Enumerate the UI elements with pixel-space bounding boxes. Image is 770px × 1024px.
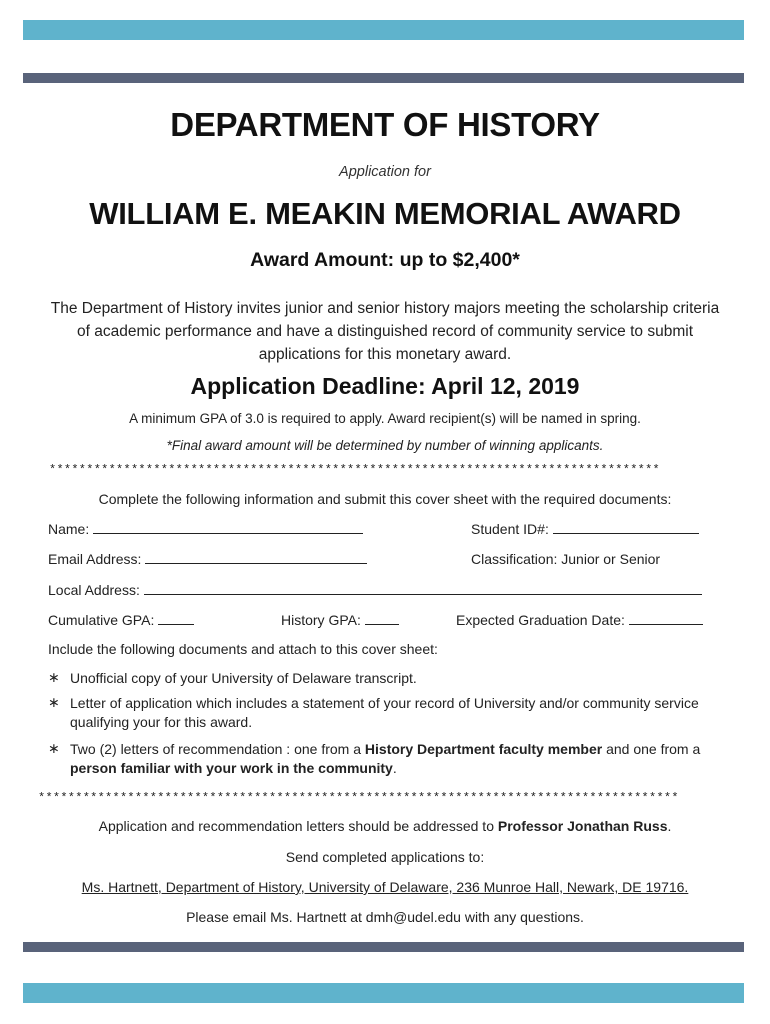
award-amount: Award Amount: up to $2,400* xyxy=(250,249,520,271)
department-title: DEPARTMENT OF HISTORY xyxy=(170,106,600,143)
addressed-to-note xyxy=(0,818,770,834)
local-address-field[interactable] xyxy=(48,582,702,598)
cumulative-gpa-label: Cumulative GPA: xyxy=(48,612,159,628)
graduation-date-blank[interactable] xyxy=(629,612,703,625)
bullet-icon: ∗ xyxy=(48,669,60,685)
award-title: WILLIAM E. MEAKIN MEMORIAL AWARD xyxy=(89,196,681,231)
community-person-emphasis: person familiar with your work in the community xyxy=(70,760,393,776)
top-accent-bar xyxy=(23,20,744,40)
asterisk-separator-bottom: ************************************************************************************** xyxy=(38,791,679,805)
include-documents-label: Include the following documents and attach to this cover sheet: xyxy=(48,641,438,657)
name-label: Name: xyxy=(48,521,94,537)
form-instructions: Complete the following information and submit this cover sheet with the required documents: xyxy=(98,491,672,507)
local-address-blank[interactable] xyxy=(144,582,702,595)
professor-name: Professor Jonathan Russ xyxy=(497,818,668,834)
mailing-address: Ms. Hartnett, Department of History, University of Delaware, 236 Munroe Hall, Newark, DE 19716. xyxy=(81,879,689,895)
asterisk-separator: ********************************************************************************** xyxy=(49,463,660,477)
cumulative-gpa-field[interactable] xyxy=(48,612,194,628)
email-label: Email Address: xyxy=(48,551,146,567)
addressed-to-end: . xyxy=(667,818,672,834)
history-gpa-label: History GPA: xyxy=(281,612,365,628)
student-id-label: Student ID#: xyxy=(471,521,553,537)
email-field[interactable] xyxy=(48,551,367,567)
email-contact-note: Please email Ms. Hartnett at dmh@udel.edu with any questions. xyxy=(186,909,584,925)
classification-field xyxy=(471,551,660,567)
intro-paragraph: The Department of History invites junior and senior history majors meeting the scholarship criteria of academic performance and have a distinguished record of community service to submit applications for this monetary award. xyxy=(50,300,720,363)
history-gpa-field[interactable] xyxy=(281,612,399,628)
list-item-text xyxy=(70,740,715,778)
final-award-note: *Final award amount will be determined by number of winning applicants. xyxy=(166,438,604,453)
addressed-to-text: Application and recommendation letters should be addressed to xyxy=(98,818,498,834)
top-divider-bar xyxy=(23,73,744,83)
graduation-date-field[interactable] xyxy=(456,612,703,628)
list-item-text: Letter of application which includes a statement of your record of University and/or community service qualifying your for this award. xyxy=(70,695,699,730)
name-blank[interactable] xyxy=(93,521,363,534)
classification-label: Classification: Junior or Senior xyxy=(471,551,661,567)
application-for-label: Application for xyxy=(339,164,431,180)
local-address-label: Local Address: xyxy=(48,582,144,598)
list-item-text: Unofficial copy of your University of Delaware transcript. xyxy=(70,670,417,686)
list-item-text-part: . xyxy=(392,760,397,776)
application-deadline: Application Deadline: April 12, 2019 xyxy=(190,373,580,399)
send-to-label: Send completed applications to: xyxy=(285,849,485,865)
student-id-blank[interactable] xyxy=(553,521,699,534)
student-id-field[interactable] xyxy=(471,521,699,537)
graduation-date-label: Expected Graduation Date: xyxy=(456,612,629,628)
bullet-icon: ∗ xyxy=(48,740,60,756)
bullet-icon: ∗ xyxy=(48,694,60,710)
history-gpa-blank[interactable] xyxy=(365,612,399,625)
bottom-accent-bar xyxy=(23,983,744,1003)
cumulative-gpa-blank[interactable] xyxy=(158,612,194,625)
list-item-text-part: Two (2) letters of recommendation : one from a xyxy=(70,741,365,757)
faculty-member-emphasis: History Department faculty member xyxy=(364,741,603,757)
list-item-text-part: and one from a xyxy=(602,741,701,757)
name-field[interactable] xyxy=(48,521,363,537)
bottom-divider-bar xyxy=(23,942,744,952)
email-blank[interactable] xyxy=(145,551,367,564)
gpa-requirement-note: A minimum GPA of 3.0 is required to apply. Award recipient(s) will be named in spring. xyxy=(129,411,641,426)
